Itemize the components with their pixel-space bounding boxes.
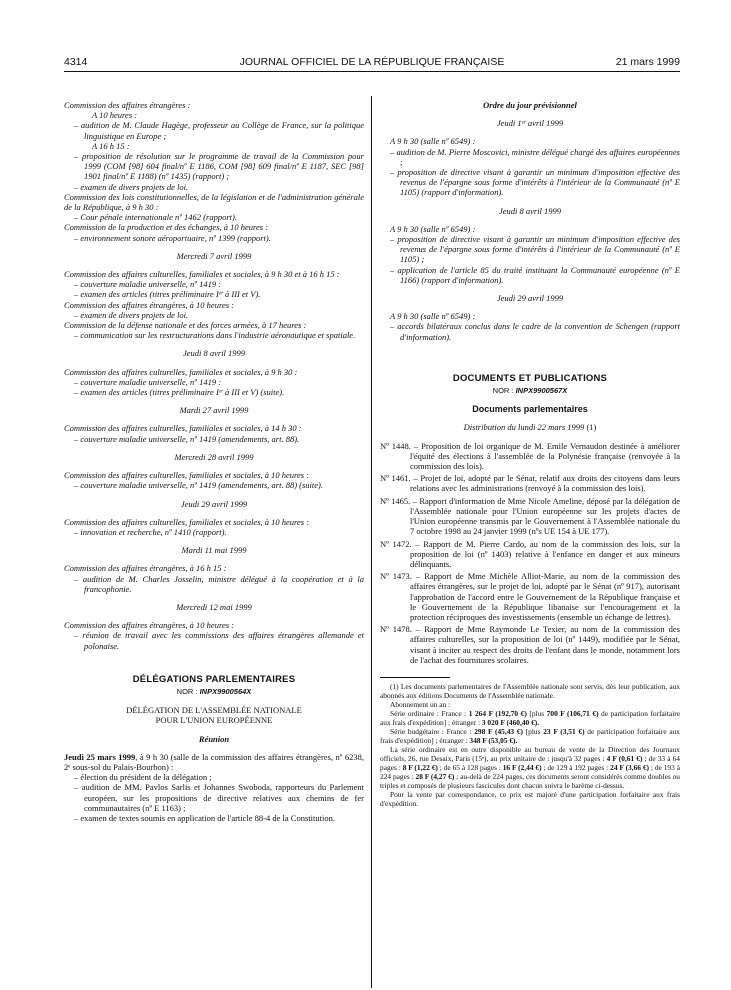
footnote-ref: (1): [584, 422, 597, 433]
agenda-item: – environnement sonore aéroportuaire, nº 1399 (rapport).: [74, 232, 271, 243]
meeting-date: Jeudi 25 mars 1999: [64, 751, 136, 762]
agenda-item: – couverture maladie universelle, nº 1419 :: [74, 376, 222, 387]
document-description: – Proposition de loi organique de M. Emile Vernaudon destinée à améliorer l'équité des élections à l'assemblée de la Polynésie française (renvoyée à la commission des lois).: [410, 440, 681, 472]
footnotes: [380, 682, 680, 808]
nor-code: INPX9900567X: [515, 386, 568, 396]
date-heading: Mercredi 12 mai 1999: [176, 601, 252, 612]
time-line: A 16 h 15 :: [92, 140, 130, 151]
date-heading: Mercredi 7 avril 1999: [176, 250, 252, 261]
distribution-date: Distribution du lundi 22 mars 1999: [463, 422, 585, 433]
time-line: A 10 heures :: [92, 110, 138, 121]
agenda-item: – couverture maladie universelle, nº 1419 :: [74, 279, 222, 290]
commission-heading: Commission des affaires culturelles, familiales et sociales, à 10 heures :: [64, 516, 310, 527]
page-number: 4314: [64, 56, 88, 68]
agenda-item: – application de l'article 85 du traité instituant la Communauté européenne (nº E 1166) (rapport d'information).: [390, 264, 680, 285]
agenda-item: – proposition de directive visant à garantir un minimum d'imposition effective des revenus de l'épargne sous forme d'intérêts à l'intérieur de la Communauté (nº E 1105) (rapport d'information).: [390, 167, 680, 198]
agenda-item: – communication sur les restructurations dans l'industrie aéronautique et spatiale.: [74, 330, 356, 341]
distribution-line: [380, 422, 680, 432]
document-description: – Rapport de Mme Raymonde Le Texier, au nom de la commission des affaires culturelles, sur la proposition de loi (nº 1449), modifiée par le Sénat, visant à inciter au respect des droits de l'enfant dans le monde, notamment lors de l'achat des fournitures scolaires.: [410, 624, 680, 665]
agenda-title: Ordre du jour prévisionnel: [483, 100, 577, 110]
document-entry: [380, 571, 680, 622]
document-entry: [380, 624, 680, 665]
document-description: – Projet de loi, adopté par le Sénat, relatif aux droits des citoyens dans leurs relations avec les administrations (renvoyé à la commission des lois).: [410, 473, 680, 494]
meeting-line: [64, 752, 364, 772]
nor-code: INPX9900564X: [199, 686, 252, 696]
organization-name: DÉLÉGATION DE L'ASSEMBLÉE NATIONALE: [126, 705, 302, 716]
commission-heading: Commission des affaires culturelles, familiales et sociales, à 9 h 30 :: [64, 366, 298, 377]
page-header: [64, 56, 680, 72]
document-number: Nº 1448.: [380, 440, 411, 451]
agenda-item: – couverture maladie universelle, nº 1419 (amendements, art. 88).: [74, 433, 300, 444]
document-description: – Rapport d'information de Mme Nicole Ameline, déposé par la délégation de l'Assemblée nationale pour l'Union européenne sur les projets d'actes de l'Union européenne transmis par le Gouvernement à l'Assemblée nationale du 7 octobre 1998 au 24 janvier 1999 (nºs UE 154 à UE 177).: [410, 495, 681, 537]
document-description: – Rapport de Mme Michèle Alliot-Marie, au nom de la commission des affaires étrangères, sur le projet de loi, adopté par le Sénat (nº 917), autorisant l'approbation de l'accord entre le Gouvernement de la République française et le Gouvernement de la République libanaise sur l'encouragement et la protection réciproques des investissements (ensemble un échange de lettres).: [410, 571, 680, 622]
organization-name: POUR L'UNION EUROPÉENNE: [155, 715, 273, 726]
document-entry: [380, 441, 680, 472]
date-heading: Jeudi 8 avril 1999: [498, 205, 562, 216]
footnote-price: Série budgétaire : France : 298 F (45,43 €) [plus 23 F (3,51 €) de participation forfaitaire aux frais d'expédition] ; étranger : 348 F (53,05 €).: [380, 726, 680, 745]
document-number: Nº 1473.: [380, 571, 412, 582]
date-heading: Jeudi 1ᵉʳ avril 1999: [496, 118, 564, 129]
document-list: [380, 441, 680, 665]
commission-heading: Commission des affaires culturelles, familiales et sociales, à 14 h 30 :: [64, 423, 302, 434]
footnote-text: (1) Les documents parlementaires de l'Assemblée nationale sont servis, dès leur publication, aux abonnés aux éditions Documents de l'Assemblée nationale.: [380, 681, 680, 700]
reunion-heading: Réunion: [198, 733, 230, 744]
issue-date: 21 mars 1999: [615, 56, 680, 68]
commission-heading: Commission des affaires culturelles, familiales et sociales, à 10 heures :: [64, 470, 310, 481]
footnote-price: Série ordinaire : France : 1 264 F (192,70 €) [plus 700 F (106,71 €) de participation forfaitaire aux frais d'expédition] ; étranger : 3 020 F (460,40 €).: [380, 708, 680, 727]
date-heading: Jeudi 8 avril 1999: [182, 348, 246, 359]
document-number: Nº 1461.: [380, 473, 411, 484]
date-heading: Mercredi 28 avril 1999: [174, 451, 254, 462]
agenda-item: – proposition de directive visant à garantir un minimum d'imposition effective des revenus de l'épargne sous forme d'intérêts à l'intérieur de la Communauté (nº E 1105) ;: [390, 234, 680, 265]
commission-heading: Commission des affaires culturelles, familiales et sociales, à 9 h 30 et à 16 h 15 :: [64, 269, 340, 280]
agenda-item: – audition de M. Charles Josselin, ministre délégué à la coopération et à la francophonie.: [74, 573, 364, 594]
date-heading: Jeudi 29 avril 1999: [180, 498, 248, 509]
section-title-delegations: DÉLÉGATIONS PARLEMENTAIRES: [132, 673, 296, 685]
agenda-item: – examen de divers projets de loi.: [74, 181, 189, 192]
date-heading: Mardi 27 avril 1999: [179, 405, 249, 416]
agenda-item: – audition de MM. Pavlos Sarlis et Johannes Swoboda, rapporteurs du Parlement européen, sur les propositions de directive relatives aux chemins de fer communautaires (nº E 1163) ;: [74, 782, 364, 813]
commission-heading: Commission des affaires étrangères :: [64, 100, 191, 110]
agenda-subitem: – examen des articles (titres préliminaire Iᵉʳ à III et V) (suite).: [74, 387, 285, 398]
document-number: Nº 1472.: [380, 538, 412, 549]
document-entry: [380, 496, 680, 537]
footnote-text: Abonnement un an :: [390, 699, 451, 709]
commission-heading: Commission des affaires étrangères, à 10 heures :: [64, 299, 234, 310]
nor-reference: [380, 386, 680, 396]
agenda-subitem: – examen des articles (titres préliminaire Iᵉʳ à III et V).: [74, 289, 261, 300]
document-entry: [380, 473, 680, 493]
left-column: [64, 100, 364, 823]
commission-heading: Commission de la défense nationale et des forces armées, à 17 heures :: [64, 320, 307, 331]
time-line: A 9 h 30 (salle nº 6549) :: [390, 311, 476, 322]
journal-title: JOURNAL OFFICIEL DE LA RÉPUBLIQUE FRANÇAISE: [239, 56, 505, 68]
column-divider: [371, 96, 372, 988]
agenda-item: – innovation et recherche, nº 1410 (rapport).: [74, 526, 227, 537]
document-number: Nº 1465.: [380, 495, 411, 506]
meeting-details: , à 9 h 30 (salle de la commission des affaires étrangères, nº 6238, 2ᵉ sous-sol du Palais-Bourbon) :: [64, 751, 364, 772]
date-heading: Mardi 11 mai 1999: [181, 545, 247, 556]
commission-heading: Commission des lois constitutionnelles, de la législation et de l'administration générale de la République, à 9 h 30 :: [64, 191, 364, 213]
nor-reference: [64, 687, 364, 697]
agenda-item: – examen de divers projets de loi.: [74, 309, 189, 320]
agenda-item: – accords bilatéraux conclus dans le cadre de la convention de Schengen (rapport d'information).: [390, 321, 680, 342]
date-heading: Jeudi 29 avril 1999: [496, 293, 564, 304]
footnote-rule: [380, 677, 450, 678]
document-entry: [380, 539, 680, 570]
commission-heading: Commission des affaires étrangères, à 16 h 15 :: [64, 563, 227, 574]
nor-label: NOR :: [492, 386, 516, 396]
header-rule: [64, 71, 680, 72]
nor-label: NOR :: [176, 686, 200, 696]
commission-heading: Commission des affaires étrangères, à 10 heures :: [64, 620, 234, 631]
footnote-text: Pour la vente par correspondance, ce prix est majoré d'une participation forfaitaire aux frais d'expédition.: [380, 789, 680, 808]
agenda-item: – Cour pénale internationale nº 1462 (rapport).: [74, 212, 237, 223]
agenda-item: – élection du président de la délégation ;: [74, 772, 212, 783]
agenda-item: – réunion de travail avec les commissions des affaires étrangères allemande et polonaise.: [74, 630, 364, 651]
document-description: – Rapport de M. Pierre Cardo, au nom de la commission des lois, sur la proposition de loi (nº 1403) relative à l'enfance en danger et aux mineurs délinquants.: [410, 538, 681, 569]
agenda-item: – couverture maladie universelle, nº 1419 (amendements, art. 88) (suite).: [74, 480, 323, 491]
time-line: A 9 h 30 (salle nº 6549) :: [390, 223, 476, 234]
commission-heading: Commission de la production et des échanges, à 10 heures :: [64, 222, 269, 233]
agenda-item: – audition de M. Claude Hagège, professeur au Collège de France, sur la politique linguistique en Europe ;: [74, 120, 364, 141]
time-line: A 9 h 30 (salle nº 6549) :: [390, 136, 476, 147]
section-title-documents: DOCUMENTS ET PUBLICATIONS: [452, 372, 608, 384]
footnote-price: La série ordinaire est en outre disponible au bureau de vente de la Direction des Journaux officiels, 26, rue Desaix, Paris (15ᵉ), au prix unitaire de : jusqu'à 32 pages : 4 F (0,61 €) ; de 33 à 64 pages : 8 F (1,22 €) ; de 65 à 128 pages : 16 F (2,44 €) ; de 129 à 192 pages : 24 F (3,66 €) ; de 193 à 224 pages : 28 F (4,27 €) ; au-delà de 224 pages, ces documents seront considérés comme doubles ou triples et composés de plusieurs fascicules dont chacun suivra le barème ci-dessus.: [380, 744, 680, 790]
subsection-title: Documents parlementaires: [472, 404, 588, 415]
agenda-item: – proposition de résolution sur le programme de travail de la Commission pour 1999 (COM [98] 604 final/nº E 1186, COM [98] 609 final/nº E 1187, SEC [98] 1901 final/nº E 1188) (nº 1435) (rapport) ;: [74, 151, 364, 182]
right-column: [380, 100, 680, 808]
document-number: Nº 1478.: [380, 624, 412, 635]
agenda-item: – examen de textes soumis en application de l'article 88-4 de la Constitution.: [74, 812, 335, 823]
agenda-item: – audition de M. Pierre Moscovici, ministre délégué chargé des affaires européennes ;: [390, 146, 680, 167]
